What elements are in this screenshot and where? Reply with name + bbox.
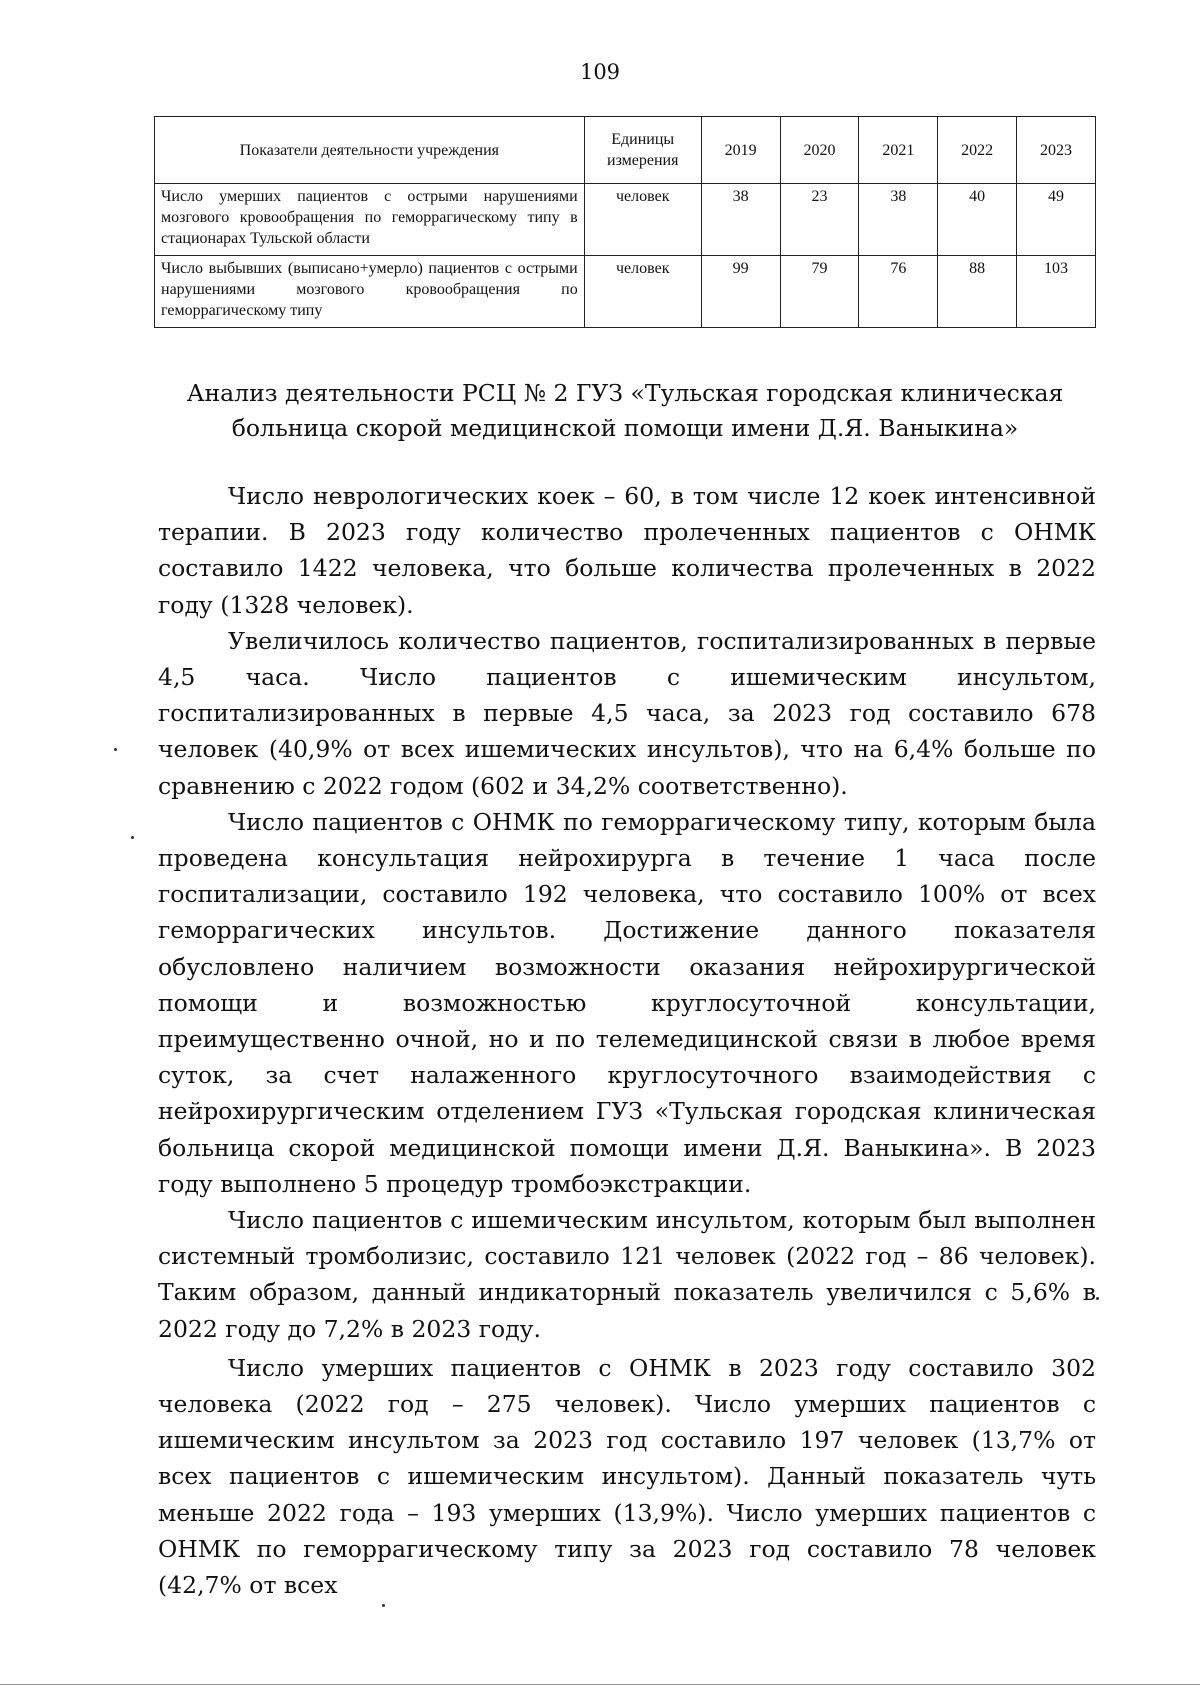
- row-indicator: Число умерших пациентов с острыми нарушениями мозгового кровообращения по геморрагическому типу в стационарах Тульской области: [155, 184, 585, 256]
- header-year-2021: 2021: [859, 117, 938, 184]
- body-text: [158, 478, 1096, 1603]
- row-value: 38: [701, 184, 780, 256]
- section-title-line: больница скорой медицинской помощи имени Д.Я. Ваныкина»: [231, 414, 1019, 442]
- table-row: [155, 184, 1096, 256]
- row-value: 40: [938, 184, 1017, 256]
- paragraph: Число пациентов с ОНМК по геморрагическому типу, которым была проведена консультация нейрохирурга в течение 1 часа после госпитализации, составило 192 человека, что составило 100% от всех геморрагических инсультов. Достижение данного показателя обусловлено наличием возможности оказания нейрохирургической помощи и возможностью круглосуточной консультации, преимущественно очной, но и по телемедицинской связи в любое время суток, за счет налаженного круглосуточного взаимодействия с нейрохирургическим отделением ГУЗ «Тульская городская клиническая больница скорой медицинской помощи имени Д.Я. Ваныкина». В 2023 году выполнено 5 процедур тромбоэкстракции.: [158, 807, 1096, 1198]
- scan-speck: [1096, 1297, 1099, 1300]
- paragraph: Число пациентов с ишемическим инсультом, которым был выполнен системный тромболизис, составило 121 человек (2022 год – 86 человек). Таким образом, данный индикаторный показатель увеличился с 5,6% в 2022 году до 7,2% в 2023 году.: [158, 1206, 1096, 1343]
- paragraph: Число умерших пациентов с ОНМК в 2023 году составило 302 человека (2022 год – 275 человек). Число умерших пациентов с ишемическим инсультом за 2023 год составило 197 человек (13,7% от всех пациентов с ишемическим инсультом). Данный показатель чуть меньше 2022 года – 193 умерших (13,9%). Число умерших пациентов с ОНМК по геморрагическому типу за 2023 год составило 78 человек (42,7% от всех: [158, 1353, 1096, 1600]
- indicators-table: [154, 116, 1096, 328]
- row-unit: человек: [584, 184, 701, 256]
- row-value: 49: [1017, 184, 1096, 256]
- scan-speck: [382, 1604, 385, 1607]
- header-year-2022: 2022: [938, 117, 1017, 184]
- row-value: 99: [701, 256, 780, 328]
- header-year-2020: 2020: [780, 117, 859, 184]
- section-title: [150, 376, 1100, 446]
- row-value: 88: [938, 256, 1017, 328]
- paragraph: Число неврологических коек – 60, в том числе 12 коек интенсивной терапии. В 2023 году количество пролеченных пациентов с ОНМК составило 1422 человека, что больше количества пролеченных в 2022 году (1328 человек).: [158, 482, 1096, 619]
- table-header-row: [155, 117, 1096, 184]
- page-number: 109: [579, 60, 621, 84]
- row-value: 76: [859, 256, 938, 328]
- header-year-2019: 2019: [701, 117, 780, 184]
- table-row: [155, 256, 1096, 328]
- row-unit: человек: [584, 256, 701, 328]
- page-bottom-edge: [0, 1684, 1200, 1685]
- header-indicator: Показатели деятельности учреждения: [155, 117, 585, 184]
- paragraph: Увеличилось количество пациентов, госпитализированных в первые 4,5 часа. Число пациентов с ишемическим инсультом, госпитализированных в первые 4,5 часа, за 2023 год составило 678 человек (40,9% от всех ишемических инсультов), что на 6,4% больше по сравнению с 2022 годом (602 и 34,2% соответственно).: [158, 626, 1096, 800]
- row-value: 79: [780, 256, 859, 328]
- header-unit: Единицы измерения: [584, 117, 701, 184]
- row-value: 23: [780, 184, 859, 256]
- row-value: 38: [859, 184, 938, 256]
- scan-speck: [131, 836, 134, 839]
- row-value: 103: [1017, 256, 1096, 328]
- row-indicator: Число выбывших (выписано+умерло) пациентов с острыми нарушениями мозгового кровообращения по геморрагическому типу: [155, 256, 585, 328]
- header-year-2023: 2023: [1017, 117, 1096, 184]
- section-title-line: Анализ деятельности РСЦ № 2 ГУЗ «Тульская городская клиническая: [186, 379, 1064, 407]
- scan-speck: [114, 748, 117, 751]
